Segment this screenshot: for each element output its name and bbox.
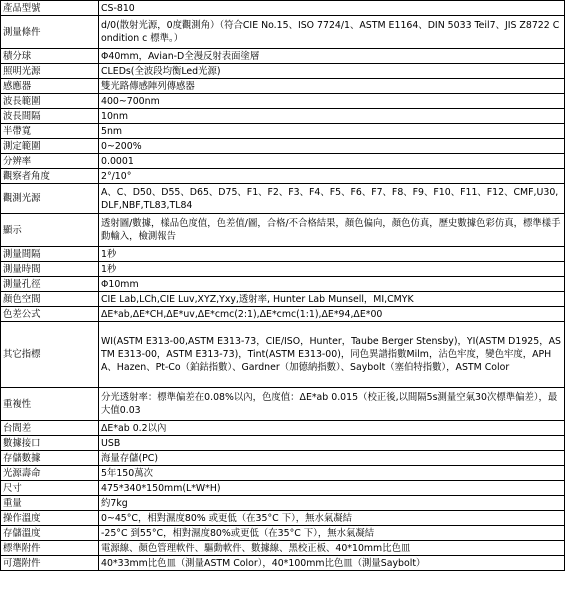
spec-row [1,322,565,388]
spec-value: 2°/10° [99,169,565,184]
spec-value: CLEDs(全波段均衡Led光源) [99,64,565,79]
spec-label: 存儲溫度 [1,526,99,541]
spec-row [1,184,565,214]
spec-label: 測定範圍 [1,139,99,154]
spec-value: d/0(散射光源，0度觀測角）（符合CIE No.15、ISO 7724/1、ASTM E1164、DIN 5033 Teil7、JIS Z8722 Condition c 標準。） [99,16,565,49]
spec-label: 測量孔徑 [1,277,99,292]
spec-row [1,49,565,64]
spec-value: A、C、D50、D55、D65、D75、F1、F2、F3、F4、F5、F6、F7、F8、F9、F10、F11、F12、CMF,U30,DLF,NBF,TL83,TL84 [99,184,565,214]
spec-label: 操作溫度 [1,511,99,526]
spec-label: 測量間隔 [1,247,99,262]
spec-label: 波長間隔 [1,109,99,124]
spec-row [1,466,565,481]
spec-table-body [1,1,565,571]
spec-label: 照明光源 [1,64,99,79]
spec-row [1,436,565,451]
spec-value: CS-810 [99,1,565,16]
spec-label: 分辨率 [1,154,99,169]
spec-value: 分光透射率：標準偏差在0.08%以內，色度值：ΔE*ab 0.015（校正後,以間隔5s測量空氣30次標準偏差），最大值0.03 [99,388,565,421]
spec-row [1,541,565,556]
spec-label: 觀察者角度 [1,169,99,184]
spec-row [1,124,565,139]
spec-value: 0.0001 [99,154,565,169]
spec-value: 10nm [99,109,565,124]
spec-value: 475*340*150mm(L*W*H) [99,481,565,496]
spec-value: 5nm [99,124,565,139]
spec-label: 標準附件 [1,541,99,556]
spec-row [1,526,565,541]
spec-row [1,1,565,16]
spec-label: 測量條件 [1,16,99,49]
spec-value: WI(ASTM E313-00,ASTM E313-73，CIE/ISO，Hunter，Taube Berger Stensby)，YI(ASTM D1925，ASTM E313-00，ASTM E313-73)，Tint(ASTM E313-00)，同色異譜指數Milm，沾色牢度，變色牢度，APHA、Hazen、Pt-Co（鉑鈷指數）、Gardner（加德納指數）、Saybolt（塞伯特指數），ASTM Color [99,322,565,388]
spec-label: 波長範圍 [1,94,99,109]
spec-row [1,214,565,247]
spec-value: 電源線、顏色管理軟件、驅動軟件、數據線、黑校正板、40*10mm比色皿 [99,541,565,556]
spec-value: 雙光路傳感陣列傳感器 [99,79,565,94]
spec-value: 0~45°C，相對濕度80% 或更低（在35°C 下），無水氣凝結 [99,511,565,526]
spec-value: 5年150萬次 [99,466,565,481]
spec-value: 1秒 [99,247,565,262]
spec-value: 透射圖/數據，樣品色度值，色差值/圖，合格/不合格結果，顏色偏向，顏色仿真，歷史數據色彩仿真，標準樣手動輸入，檢測報告 [99,214,565,247]
spec-row [1,16,565,49]
spec-row [1,109,565,124]
spec-label: 觀測光源 [1,184,99,214]
spec-label: 其它指標 [1,322,99,388]
spec-row [1,79,565,94]
spec-row [1,307,565,322]
spec-label: 顏色空間 [1,292,99,307]
spec-row [1,481,565,496]
spec-value: CIE Lab,LCh,CIE Luv,XYZ,Yxy,透射率, Hunter Lab Munsell，MI,CMYK [99,292,565,307]
spec-label: 色差公式 [1,307,99,322]
spec-value: 1秒 [99,262,565,277]
spec-label: 台間差 [1,421,99,436]
spec-value: ΔE*ab 0.2以內 [99,421,565,436]
spec-value: ΔE*ab,ΔE*CH,ΔE*uv,ΔE*cmc(2:1),ΔE*cmc(1:1),ΔE*94,ΔE*00 [99,307,565,322]
spec-label: 存儲數據 [1,451,99,466]
spec-row [1,154,565,169]
spec-label: 重複性 [1,388,99,421]
spec-value: 40*33mm比色皿（測量ASTM Color），40*100mm比色皿（測量Saybolt） [99,556,565,571]
spec-row [1,421,565,436]
spec-row [1,262,565,277]
spec-row [1,388,565,421]
spec-label: 光源壽命 [1,466,99,481]
spec-label: 積分球 [1,49,99,64]
spec-value: -25°C 到55°C，相對濕度80%或更低（在35°C 下），無水氣凝結 [99,526,565,541]
spec-row [1,247,565,262]
spec-row [1,277,565,292]
spec-label: 感應器 [1,79,99,94]
spec-row [1,511,565,526]
spec-row [1,292,565,307]
spec-label: 尺寸 [1,481,99,496]
spec-row [1,451,565,466]
spec-label: 顯示 [1,214,99,247]
spec-label: 數據接口 [1,436,99,451]
spec-row [1,139,565,154]
spec-row [1,169,565,184]
spec-row [1,64,565,79]
spec-value: 400~700nm [99,94,565,109]
spec-value: 海量存儲(PC) [99,451,565,466]
spec-value: Φ10mm [99,277,565,292]
spec-row [1,556,565,571]
spec-value: Φ40mm，Avian-D全漫反射表面塗層 [99,49,565,64]
spec-label: 產品型號 [1,1,99,16]
spec-label: 測量時間 [1,262,99,277]
spec-label: 可選附件 [1,556,99,571]
spec-value: USB [99,436,565,451]
spec-label: 半帶寬 [1,124,99,139]
spec-row [1,496,565,511]
spec-value: 0~200% [99,139,565,154]
spec-row [1,94,565,109]
spec-value: 約7kg [99,496,565,511]
spec-label: 重量 [1,496,99,511]
